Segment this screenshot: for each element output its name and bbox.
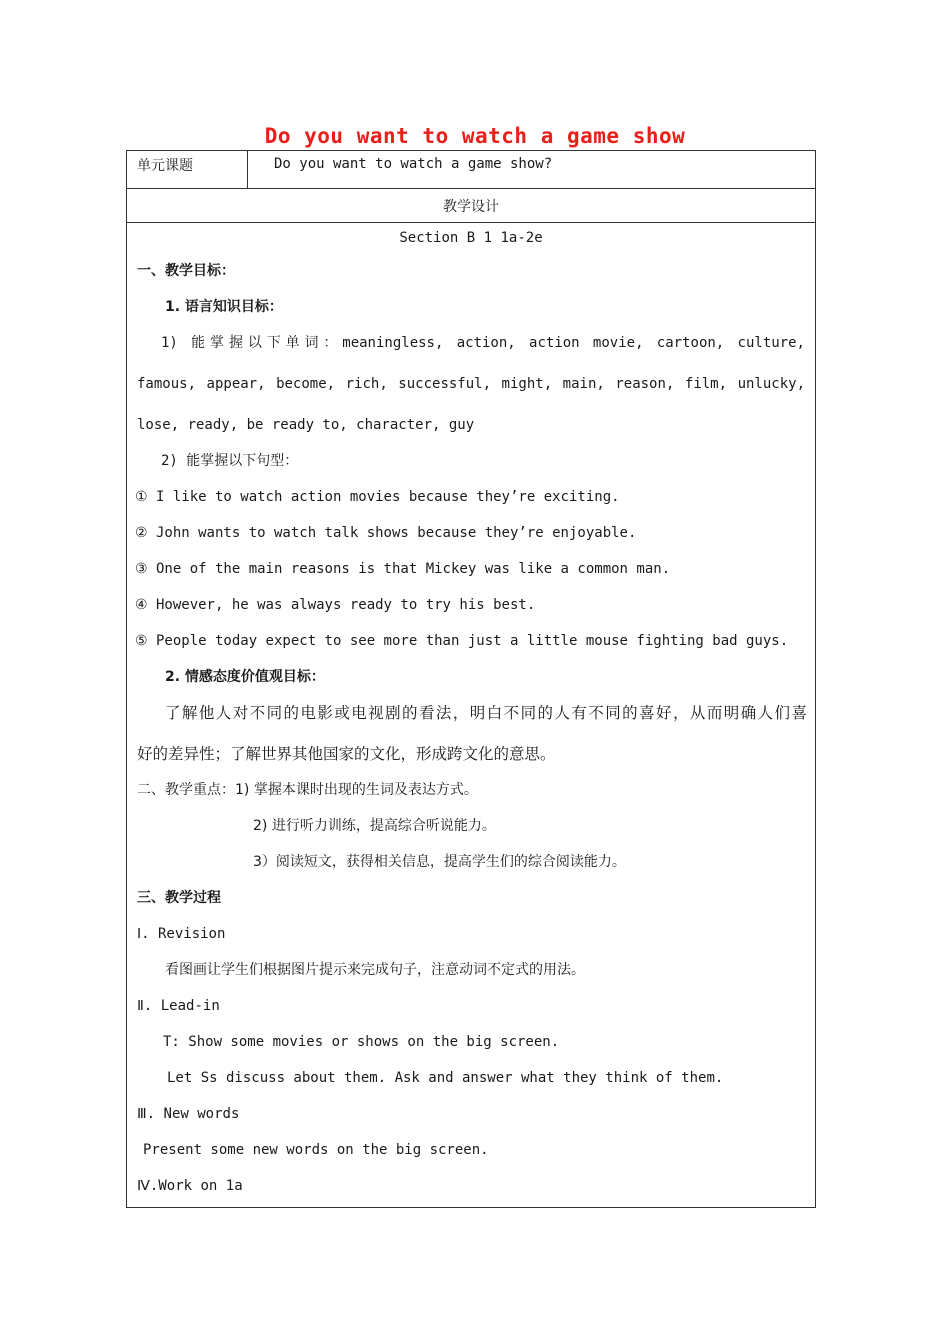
step-1a-title: Ⅳ.Work on 1a (137, 1178, 243, 1194)
vocabulary-line-2: famous, appear, become, rich, successful, might, main, reason, film, unlucky, (137, 376, 805, 392)
teaching-design-row (127, 189, 815, 223)
step-leadin-text-1: T: Show some movies or shows on the big screen. (163, 1034, 560, 1050)
emotion-goal-line-1: 了解他人对不同的电影或电视剧的看法，明白不同的人有不同的喜好，从而明确人们喜 (165, 704, 807, 722)
key-points-heading: 二、教学重点：1) 掌握本课时出现的生词及表达方式。 (137, 782, 478, 798)
vocabulary-line-3: lose, ready, be ready to, character, guy (137, 417, 475, 433)
section-heading: Section B 1 1a-2e (399, 230, 543, 246)
key-point-2: 2) 进行听力训练，提高综合听说能力。 (253, 818, 496, 834)
unit-topic-value: Do you want to watch a game show? (274, 156, 553, 172)
unit-topic-row (127, 151, 815, 189)
knowledge-goal-heading: 1. 语言知识目标： (165, 299, 283, 315)
step-newwords-text: Present some new words on the big screen. (143, 1142, 489, 1158)
step-newwords-title: Ⅲ. New words (137, 1106, 240, 1122)
vocabulary-line-1: 1) 能掌握以下单词：meaningless, action, action movie, cartoon, culture, (161, 335, 805, 351)
step-revision-title: Ⅰ. Revision (137, 926, 226, 942)
process-heading: 三、教学过程 (137, 890, 221, 906)
key-point-3: 3）阅读短文，获得相关信息，提高学生们的综合阅读能力。 (253, 854, 626, 870)
emotion-goal-line-2: 好的差异性；了解世界其他国家的文化，形成跨文化的意思。 (137, 745, 556, 763)
step-leadin-title: Ⅱ. Lead-in (137, 998, 220, 1014)
objectives-heading: 一、教学目标： (137, 263, 235, 279)
teaching-design-label: 教学设计 (443, 199, 499, 215)
sentence-patterns-intro: 2) 能掌握以下句型： (161, 453, 299, 469)
unit-topic-label: 单元课题 (127, 151, 248, 188)
step-revision-text: 看图画让学生们根据图片提示来完成句子，注意动词不定式的用法。 (165, 962, 585, 978)
page-title: Do you want to watch a game show (264, 124, 686, 148)
sentence-1: ① I like to watch action movies because they’re exciting. (135, 489, 620, 505)
sentence-4: ④ However, he was always ready to try his best. (135, 597, 536, 613)
lesson-plan-table (126, 150, 816, 1208)
sentence-3: ③ One of the main reasons is that Mickey was like a common man. (135, 561, 671, 577)
sentence-2: ② John wants to watch talk shows because they’re enjoyable. (135, 525, 637, 541)
emotion-goal-heading: 2. 情感态度价值观目标： (165, 669, 325, 685)
sentence-5: ⑤ People today expect to see more than just a little mouse fighting bad guys. (135, 633, 789, 649)
step-leadin-text-2: Let Ss discuss about them. Ask and answer what they think of them. (167, 1070, 724, 1086)
